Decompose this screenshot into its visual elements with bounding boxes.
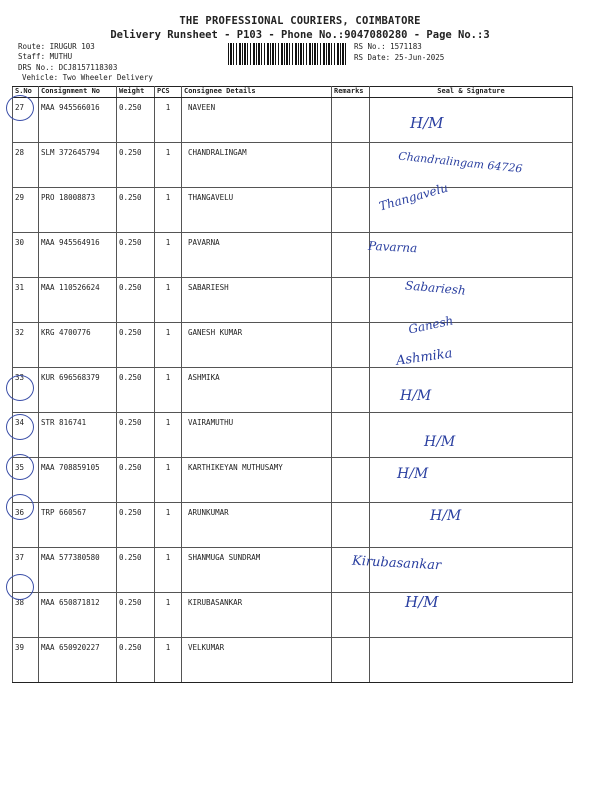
consignee-cell: KIRUBASANKAR <box>182 593 332 638</box>
weight-cell: 0.250 <box>117 638 155 683</box>
consignment-cell: MAA 945564916 <box>39 233 117 278</box>
signature-row-34: H/M <box>400 388 432 404</box>
sno-cell: 31 <box>13 278 39 323</box>
weight-cell: 0.250 <box>117 188 155 233</box>
consignment-cell: KUR 696568379 <box>39 368 117 413</box>
col-consignment: Consignment No <box>39 87 117 98</box>
sno-cell: 37 <box>13 548 39 593</box>
table-row <box>13 548 573 593</box>
pcs-cell: 1 <box>155 143 182 188</box>
table-row <box>13 413 573 458</box>
weight-cell: 0.250 <box>117 368 155 413</box>
barcode <box>228 43 346 65</box>
remarks-cell <box>332 143 370 188</box>
table-row <box>13 323 573 368</box>
drs-number: DRS No.: DCJ8157118303 <box>18 63 118 72</box>
table-row <box>13 233 573 278</box>
signature-row-38: Kirubasankar <box>351 553 442 574</box>
pcs-cell: 1 <box>155 233 182 278</box>
consignee-cell: PAVARNA <box>182 233 332 278</box>
consignment-cell: TRP 660567 <box>39 503 117 548</box>
seal-cell <box>370 98 573 143</box>
consignee-cell: THANGAVELU <box>182 188 332 233</box>
pcs-cell: 1 <box>155 413 182 458</box>
pcs-cell: 1 <box>155 323 182 368</box>
signature-row-28: Chandralingam 64726 <box>397 149 523 176</box>
pcs-cell: 1 <box>155 638 182 683</box>
sno-cell: 33 <box>13 368 39 413</box>
consignment-cell: KRG 4700776 <box>39 323 117 368</box>
consignee-cell: NAVEEN <box>182 98 332 143</box>
col-weight: Weight <box>117 87 155 98</box>
weight-cell: 0.250 <box>117 98 155 143</box>
sno-cell: 32 <box>13 323 39 368</box>
remarks-cell <box>332 458 370 503</box>
signature-row-32: Ganesh <box>407 313 455 337</box>
consignment-cell: MAA 577380580 <box>39 548 117 593</box>
consignee-cell: KARTHIKEYAN MUTHUSAMY <box>182 458 332 503</box>
sno-cell: 38 <box>13 593 39 638</box>
remarks-cell <box>332 503 370 548</box>
staff-text: Staff: MUTHU <box>18 52 73 61</box>
runsheet-title: THE PROFESSIONAL COURIERS, COIMBATORE <box>179 15 421 27</box>
weight-cell: 0.250 <box>117 503 155 548</box>
remarks-cell <box>332 323 370 368</box>
consignment-cell: STR 816741 <box>39 413 117 458</box>
seal-cell <box>370 638 573 683</box>
pcs-cell: 1 <box>155 368 182 413</box>
seal-cell <box>367 233 573 278</box>
remarks-cell <box>332 413 370 458</box>
circle-mark-27 <box>6 95 34 121</box>
col-sno: S.No <box>13 87 39 98</box>
runsheet-subtitle: Delivery Runsheet - P103 - Phone No.:9047080280 - Page No.:3 <box>110 29 490 41</box>
consignee-cell: GANESH KUMAR <box>182 323 332 368</box>
route-text: Route: IRUGUR 103 <box>18 42 95 51</box>
signature-row-31: Sabariesh <box>404 278 467 298</box>
weight-cell: 0.250 <box>117 233 155 278</box>
runsheet-table <box>12 86 573 683</box>
sno-cell: 34 <box>13 413 39 458</box>
seal-cell <box>370 503 573 548</box>
sno-cell: 30 <box>13 233 39 278</box>
table-header-row <box>13 87 573 98</box>
col-consignee: Consignee Details <box>182 87 332 98</box>
col-pcs: PCS <box>155 87 182 98</box>
weight-cell: 0.250 <box>117 413 155 458</box>
weight-cell: 0.250 <box>117 548 155 593</box>
pcs-cell: 1 <box>155 278 182 323</box>
sno-cell: 29 <box>13 188 39 233</box>
rs-number: RS No.: 1571183 <box>354 42 422 51</box>
weight-cell: 0.250 <box>117 593 155 638</box>
remarks-cell <box>332 233 370 278</box>
consignment-cell: MAA 650871812 <box>39 593 117 638</box>
consignment-cell: MAA 110526624 <box>39 278 117 323</box>
weight-cell: 0.250 <box>117 323 155 368</box>
sno-cell: 39 <box>13 638 39 683</box>
weight-cell: 0.250 <box>117 458 155 503</box>
col-seal: Seal & Signature <box>370 87 573 98</box>
seal-cell <box>370 278 573 323</box>
consignee-cell: VAIRAMUTHU <box>182 413 332 458</box>
remarks-cell <box>332 368 370 413</box>
sno-cell: 28 <box>13 143 39 188</box>
weight-cell: 0.250 <box>117 278 155 323</box>
consignment-cell: MAA 945566016 <box>39 98 117 143</box>
signature-row-33: Ashmika <box>395 346 454 369</box>
seal-cell <box>370 413 573 458</box>
consignment-cell: PRO 18008873 <box>39 188 117 233</box>
pcs-cell: 1 <box>155 98 182 143</box>
consignee-cell: ARUNKUMAR <box>182 503 332 548</box>
pcs-cell: 1 <box>155 188 182 233</box>
sno-cell: 36 <box>13 503 39 548</box>
remarks-cell <box>332 593 370 638</box>
table-row <box>13 278 573 323</box>
table-row <box>13 98 573 143</box>
circle-mark-39 <box>6 574 34 600</box>
circle-mark-37 <box>6 494 34 520</box>
table-row <box>13 368 573 413</box>
rs-date: RS Date: 25-Jun-2025 <box>354 53 445 62</box>
circle-mark-34 <box>6 375 34 401</box>
remarks-cell <box>332 278 370 323</box>
table-row <box>13 458 573 503</box>
consignee-cell: SABARIESH <box>182 278 332 323</box>
consignee-cell: CHANDRALINGAM <box>182 143 332 188</box>
table-row <box>13 593 573 638</box>
table-row <box>13 188 573 233</box>
consignment-cell: MAA 708859105 <box>39 458 117 503</box>
col-remarks: Remarks <box>332 87 370 98</box>
signature-row-37: H/M <box>430 508 462 524</box>
consignee-cell: ASHMIKA <box>182 368 332 413</box>
pcs-cell: 1 <box>155 593 182 638</box>
table-row <box>13 638 573 683</box>
remarks-cell <box>332 638 370 683</box>
pcs-cell: 1 <box>155 548 182 593</box>
consignment-cell: MAA 650920227 <box>39 638 117 683</box>
signature-row-39: H/M <box>405 593 439 611</box>
signature-row-35: H/M <box>424 434 456 450</box>
signature-row-30: Pavarna <box>367 238 418 256</box>
circle-mark-35 <box>6 414 34 440</box>
consignee-cell: VELKUMAR <box>182 638 332 683</box>
signature-row-36: H/M <box>397 466 429 482</box>
sno-cell: 27 <box>13 98 39 143</box>
signature-row-27: H/M <box>410 114 444 132</box>
seal-cell <box>370 593 573 638</box>
vehicle-text: Vehicle: Two Wheeler Delivery <box>22 73 153 82</box>
remarks-cell <box>332 98 370 143</box>
table-row <box>13 503 573 548</box>
weight-cell: 0.250 <box>117 143 155 188</box>
consignee-cell: SHANMUGA SUNDRAM <box>182 548 332 593</box>
signature-row-29: Thangavelu <box>377 180 450 214</box>
circle-mark-36 <box>6 454 34 480</box>
consignment-cell: SLM 372645794 <box>39 143 117 188</box>
sno-cell: 35 <box>13 458 39 503</box>
remarks-cell <box>332 188 370 233</box>
pcs-cell: 1 <box>155 503 182 548</box>
pcs-cell: 1 <box>155 458 182 503</box>
